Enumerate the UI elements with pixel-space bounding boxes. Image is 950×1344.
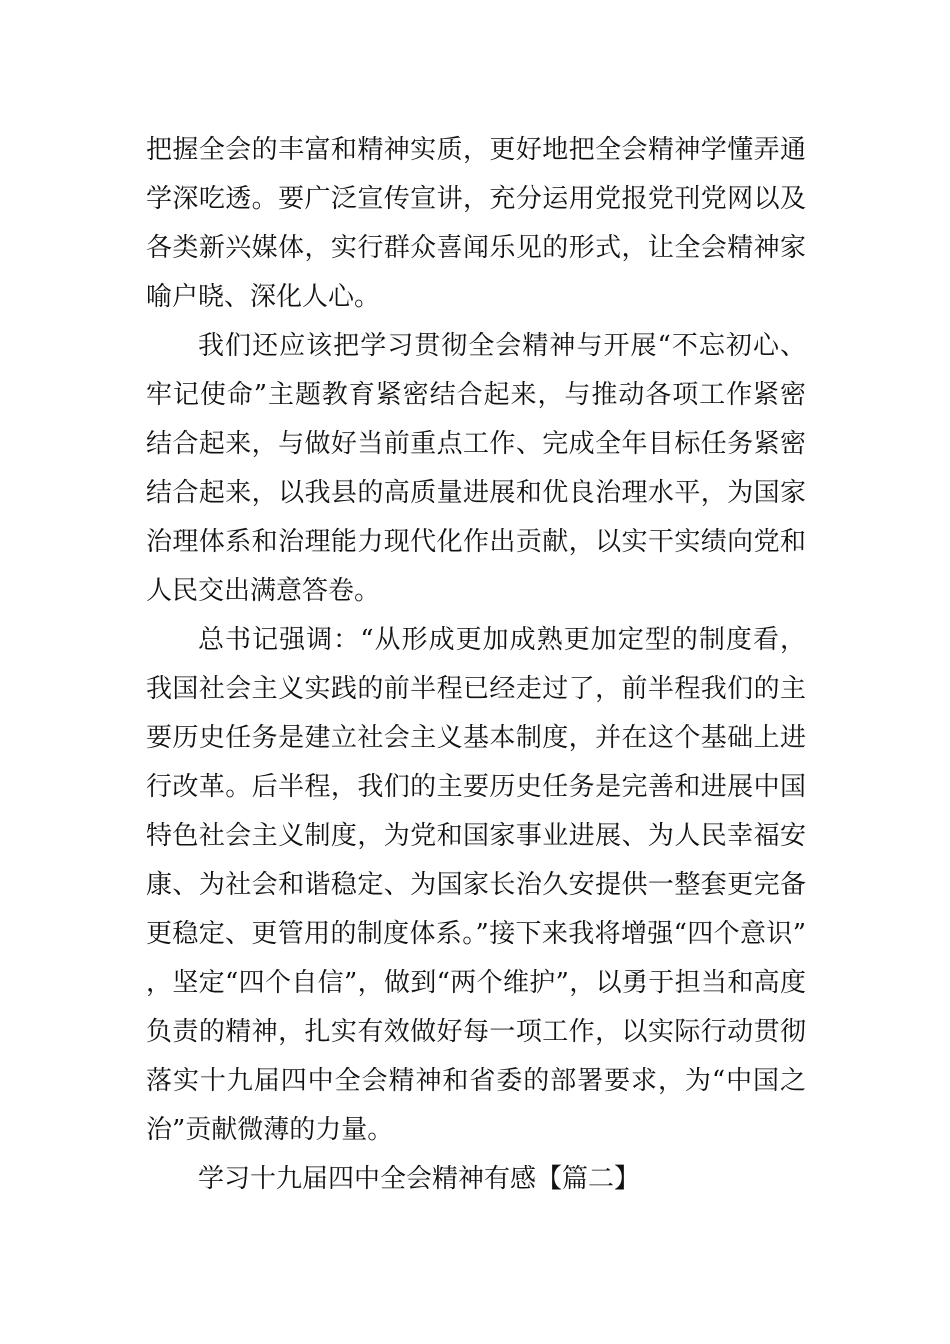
paragraph-study-integration: 我们还应该把学习贯彻全会精神与开展“不忘初心、牢记使命”主题教育紧密结合起来，与推动各项工作紧密结合起来，与做好当前重点工作、完成全年目标任务紧密结合起来，以我县的高质量进展和优良治理水平，为国家治理体系和治理能力现代化作出贡献，以实干实绩向党和人民交出满意答卷。 — [146, 331, 806, 606]
paragraph-continuation: 把握全会的丰富和精神实质，更好地把全会精神学懂弄通学深吃透。要广泛宣传宣讲，充分运用党报党刊党网以及各类新兴媒体，实行群众喜闻乐见的形式，让全会精神家喻户晓、深化人心。 — [146, 135, 806, 312]
document-body — [146, 126, 806, 1204]
section-heading: 学习十九届四中全会精神有感【篇二】 — [198, 1164, 641, 1194]
paragraph-general-secretary-quote: 总书记强调：“从形成更加成熟更加定型的制度看，我国社会主义实践的前半程已经走过了，前半程我们的主要历史任务是建立社会主义基本制度，并在这个基础上进行改革。后半程，我们的主要历史任务是完善和进展中国特色社会主义制度，为党和国家事业进展、为人民幸福安康、为社会和谐稳定、为国家长治久安提供一整套更完备更稳定、更管用的制度体系。”接下来我将增强“四个意识”，坚定“四个自信”，做到“两个维护”，以勇于担当和高度负责的精神，扎实有效做好每一项工作，以实际行动贯彻落实十九届四中全会精神和省委的部署要求，为“中国之治”贡献微薄的力量。 — [146, 625, 806, 1145]
